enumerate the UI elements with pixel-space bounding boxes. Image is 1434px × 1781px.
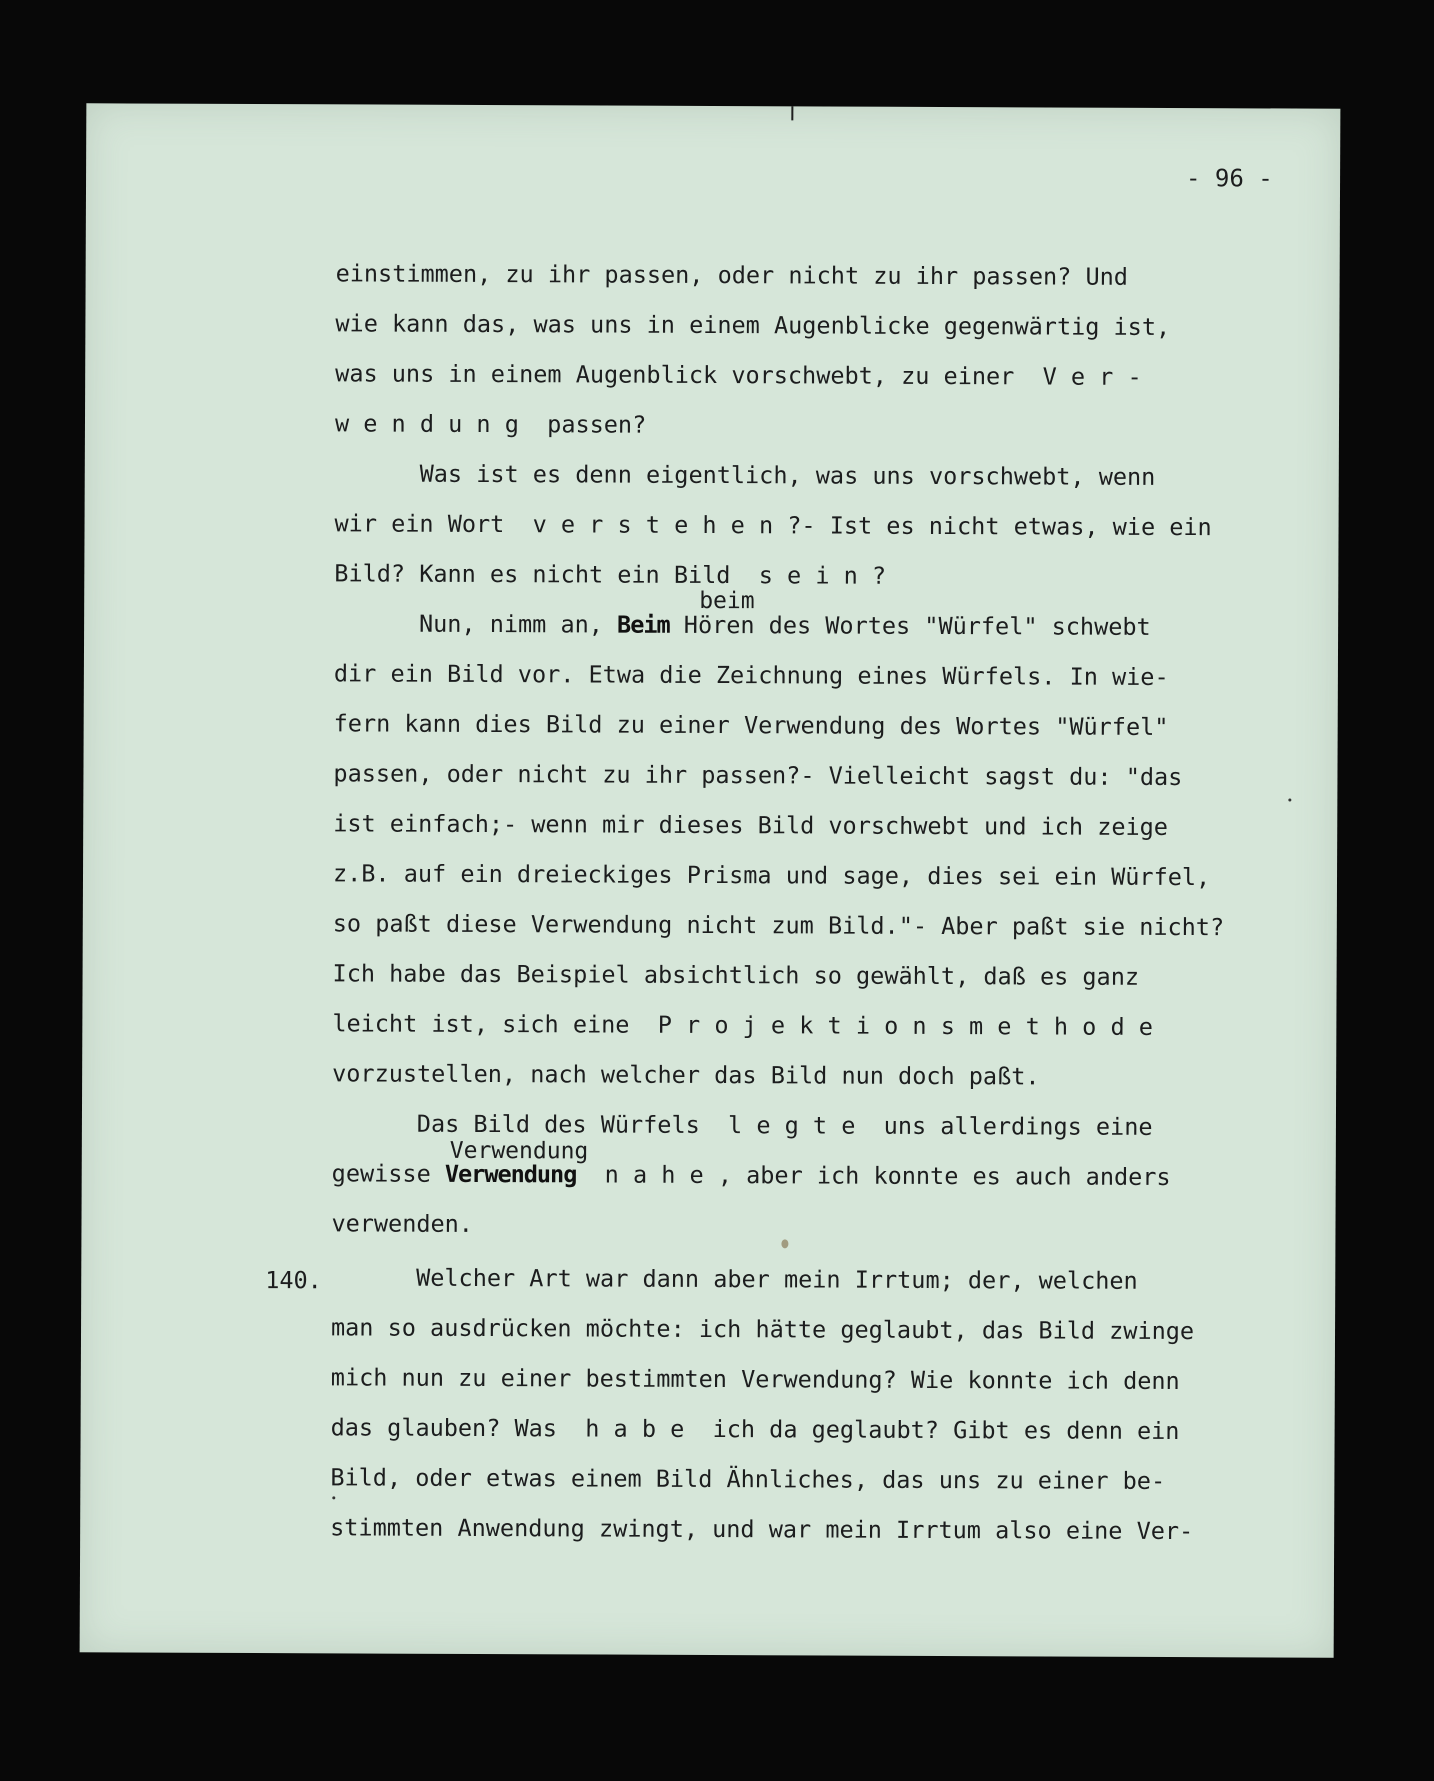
- text-line-4: w e n d u n g passen?: [334, 409, 647, 439]
- page-number: - 96 -: [1186, 164, 1273, 193]
- text-line-22: man so ausdrücken möchte: ich hätte geglaubt, das Bild zwinge: [330, 1313, 1195, 1346]
- text-line-2: wie kann das, was uns in einem Augenblicke gegenwärtig ist,: [335, 309, 1171, 342]
- text-line-3: was uns in einem Augenblick vorschwebt, zu einer V e r -: [335, 359, 1142, 391]
- paper-stain: [781, 1239, 788, 1248]
- ink-speck: [332, 1496, 335, 1499]
- text-line-19: [331, 1159, 1171, 1192]
- text-line-9: dir ein Bild vor. Etwa die Zeichnung eines Würfels. In wie-: [333, 659, 1169, 691]
- line-8-start: Nun, nimm an,: [334, 609, 618, 639]
- line-8-rest: Hören des Wortes "Würfel" schwebt: [669, 610, 1151, 641]
- text-line-15: Ich habe das Beispiel absichtlich so gewählt, daß es ganz: [332, 959, 1140, 991]
- text-line-16: leicht ist, sich eine P r o j e k t i o n s m e t h o d e: [332, 1009, 1154, 1041]
- text-line-21: Welcher Art war dann aber mein Irrtum; der, welchen: [331, 1263, 1138, 1295]
- text-line-26: stimmten Anwendung zwingt, und war mein Irrtum also eine Ver-: [330, 1513, 1194, 1546]
- text-line-20: verwenden.: [331, 1209, 474, 1238]
- ink-speck: [1288, 799, 1291, 802]
- line-19-rest: n a h e , aber ich konnte es auch anders: [576, 1160, 1171, 1192]
- text-line-25: Bild, oder etwas einem Bild Ähnliches, das uns zu einer be-: [330, 1463, 1166, 1495]
- line-19-start: gewisse: [331, 1159, 445, 1188]
- text-line-7: Bild? Kann es nicht ein Bild s e i n ?: [334, 559, 887, 590]
- paper-mark: [791, 106, 793, 120]
- insertion-correction-verwendung: Verwendung: [449, 1137, 589, 1165]
- text-line-12: ist einfach;- wenn mir dieses Bild vorschwebt und ich zeige: [333, 809, 1169, 841]
- text-line-10: fern kann dies Bild zu einer Verwendung des Wortes "Würfel": [333, 709, 1169, 741]
- typescript-page: [80, 103, 1341, 1657]
- text-line-23: mich nun zu einer bestimmten Verwendung? Wie konnte ich denn: [330, 1363, 1180, 1396]
- text-line-24: das glauben? Was h a b e ich da geglaubt? Gibt es denn ein: [330, 1413, 1180, 1446]
- text-line-11: passen, oder nicht zu ihr passen?- Vielleicht sagst du: "das: [333, 759, 1183, 792]
- text-line-8: [334, 609, 1151, 641]
- text-line-6: wir ein Wort v e r s t e h e n ?- Ist es nicht etwas, wie ein: [334, 509, 1212, 542]
- struck-word: Beim: [617, 610, 670, 639]
- text-line-17: vorzustellen, nach welcher das Bild nun doch paßt.: [332, 1059, 1040, 1091]
- text-line-18: Das Bild des Würfels l e g t e uns allerdings eine: [331, 1109, 1153, 1141]
- insertion-correction-beim: beim: [699, 587, 755, 615]
- text-line-5: Was ist es denn eigentlich, was uns vorschwebt, wenn: [334, 459, 1156, 491]
- text-line-1: einstimmen, zu ihr passen, oder nicht zu ihr passen? Und: [335, 259, 1129, 291]
- text-line-13: z.B. auf ein dreieckiges Prisma und sage, dies sei ein Würfel,: [332, 859, 1211, 892]
- section-number: 140.: [265, 1266, 322, 1295]
- text-line-14: so paßt diese Verwendung nicht zum Bild."- Aber paßt sie nicht?: [332, 909, 1225, 942]
- struck-word: Verwendung: [444, 1159, 577, 1189]
